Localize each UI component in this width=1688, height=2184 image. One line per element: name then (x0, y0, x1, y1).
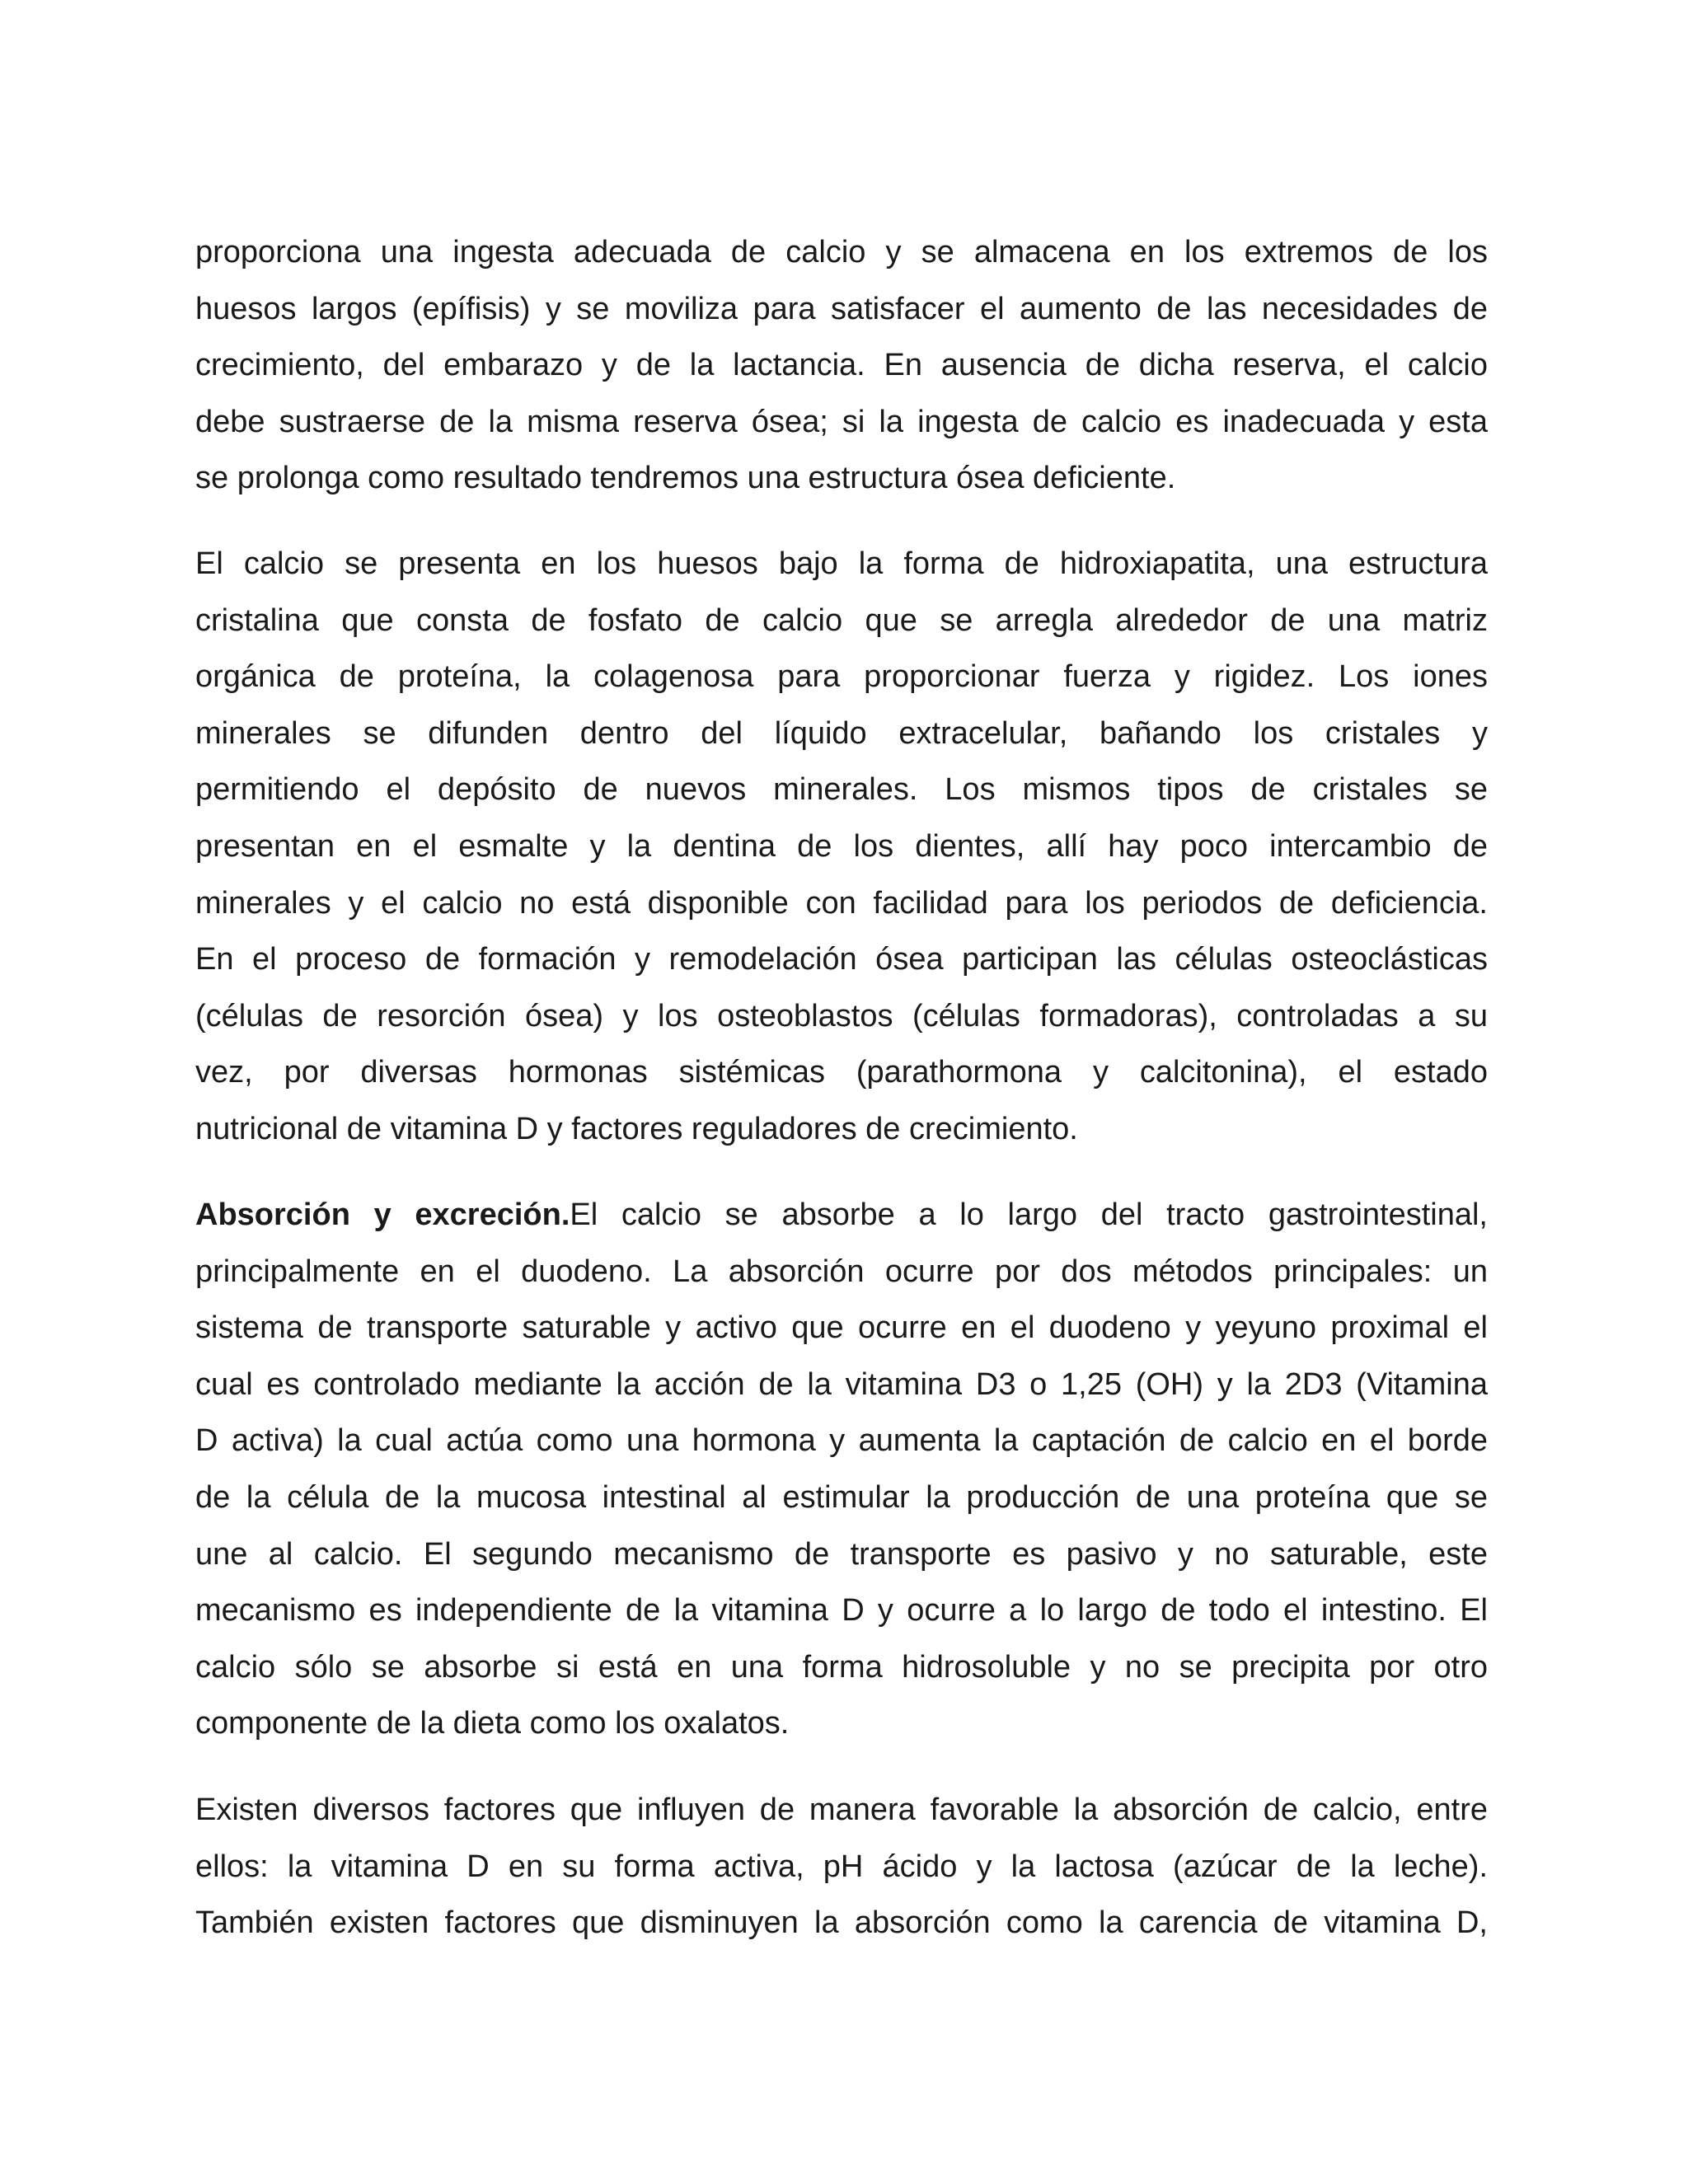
text-line: En el proceso de formación y remodelación ósea participan las células osteoclásticas (195, 942, 1488, 977)
heading-line-rest: El calcio se absorbe a lo largo del tracto gastrointestinal, (570, 1197, 1488, 1232)
paragraph-1 (195, 224, 1488, 507)
paragraph-3 (195, 1187, 1488, 1752)
text-line-with-heading (195, 1187, 1488, 1244)
text-line: cual es controlado mediante la acción de la vitamina D3 o 1,25 (OH) y la 2D3 (Vitamina (195, 1366, 1488, 1402)
text-line: nutricional de vitamina D y factores reguladores de crecimiento. (195, 1111, 1078, 1146)
text-line: se prolonga como resultado tendremos una estructura ósea deficiente. (195, 461, 1176, 496)
section-heading: Absorción y excreción. (195, 1197, 570, 1232)
text-line: orgánica de proteína, la colagenosa para proporcionar fuerza y rigidez. Los iones (195, 659, 1488, 695)
text-line: presentan en el esmalte y la dentina de los dientes, allí hay poco intercambio de (195, 828, 1488, 864)
text-line: cristalina que consta de fosfato de calcio que se arregla alrededor de una matriz (195, 602, 1488, 638)
text-line: sistema de transporte saturable y activo que ocurre en el duodeno y yeyuno proximal el (195, 1310, 1488, 1346)
text-line: También existen factores que disminuyen la absorción como la carencia de vitamina D, (195, 1905, 1488, 1941)
text-line: El calcio se presenta en los huesos bajo la forma de hidroxiapatita, una estructura (195, 546, 1488, 581)
text-line: mecanismo es independiente de la vitamina D y ocurre a lo largo de todo el intestino. El (195, 1593, 1488, 1629)
text-line: minerales y el calcio no está disponible con facilidad para los periodos de deficiencia. (195, 885, 1488, 921)
paragraph-1-text (195, 224, 1488, 507)
text-line: D activa) la cual actúa como una hormona y aumenta la captación de calcio en el borde (195, 1423, 1488, 1459)
text-line: minerales se difunden dentro del líquido extracelular, bañando los cristales y (195, 715, 1488, 751)
text-line: de la célula de la mucosa intestinal al estimular la producción de una proteína que se (195, 1479, 1488, 1515)
text-line: proporciona una ingesta adecuada de calcio y se almacena en los extremos de los (195, 235, 1488, 269)
text-line: permitiendo el depósito de nuevos minerales. Los mismos tipos de cristales se (195, 772, 1488, 808)
paragraph-3-text (195, 1187, 1488, 1752)
paragraph-4-text (195, 1782, 1488, 1952)
text-line: une al calcio. El segundo mecanismo de transporte es pasivo y no saturable, este (195, 1536, 1488, 1572)
text-line: vez, por diversas hormonas sistémicas (parathormona y calcitonina), el estado (195, 1055, 1488, 1090)
text-line: calcio sólo se absorbe si está en una forma hidrosoluble y no se precipita por otro (195, 1649, 1488, 1685)
text-line: Existen diversos factores que influyen de manera favorable la absorción de calcio, entre (195, 1793, 1488, 1827)
text-line: componente de la dieta como los oxalatos. (195, 1706, 790, 1741)
text-line: debe sustraerse de la misma reserva ósea; si la ingesta de calcio es inadecuada y esta (195, 404, 1488, 439)
text-line: (células de resorción ósea) y los osteoblastos (células formadoras), controladas a su (195, 998, 1488, 1033)
text-line: huesos largos (epífisis) y se moviliza para satisfacer el aumento de las necesidades de (195, 291, 1488, 326)
paragraph-4 (195, 1782, 1488, 1952)
text-line: principalmente en el duodeno. La absorción ocurre por dos métodos principales: un (195, 1254, 1488, 1289)
text-line: crecimiento, del embarazo y de la lactancia. En ausencia de dicha reserva, el calcio (195, 348, 1488, 383)
paragraph-2-text (195, 536, 1488, 1158)
paragraph-2 (195, 536, 1488, 1158)
text-line: ellos: la vitamina D en su forma activa, pH ácido y la lactosa (azúcar de la leche). (195, 1849, 1488, 1884)
